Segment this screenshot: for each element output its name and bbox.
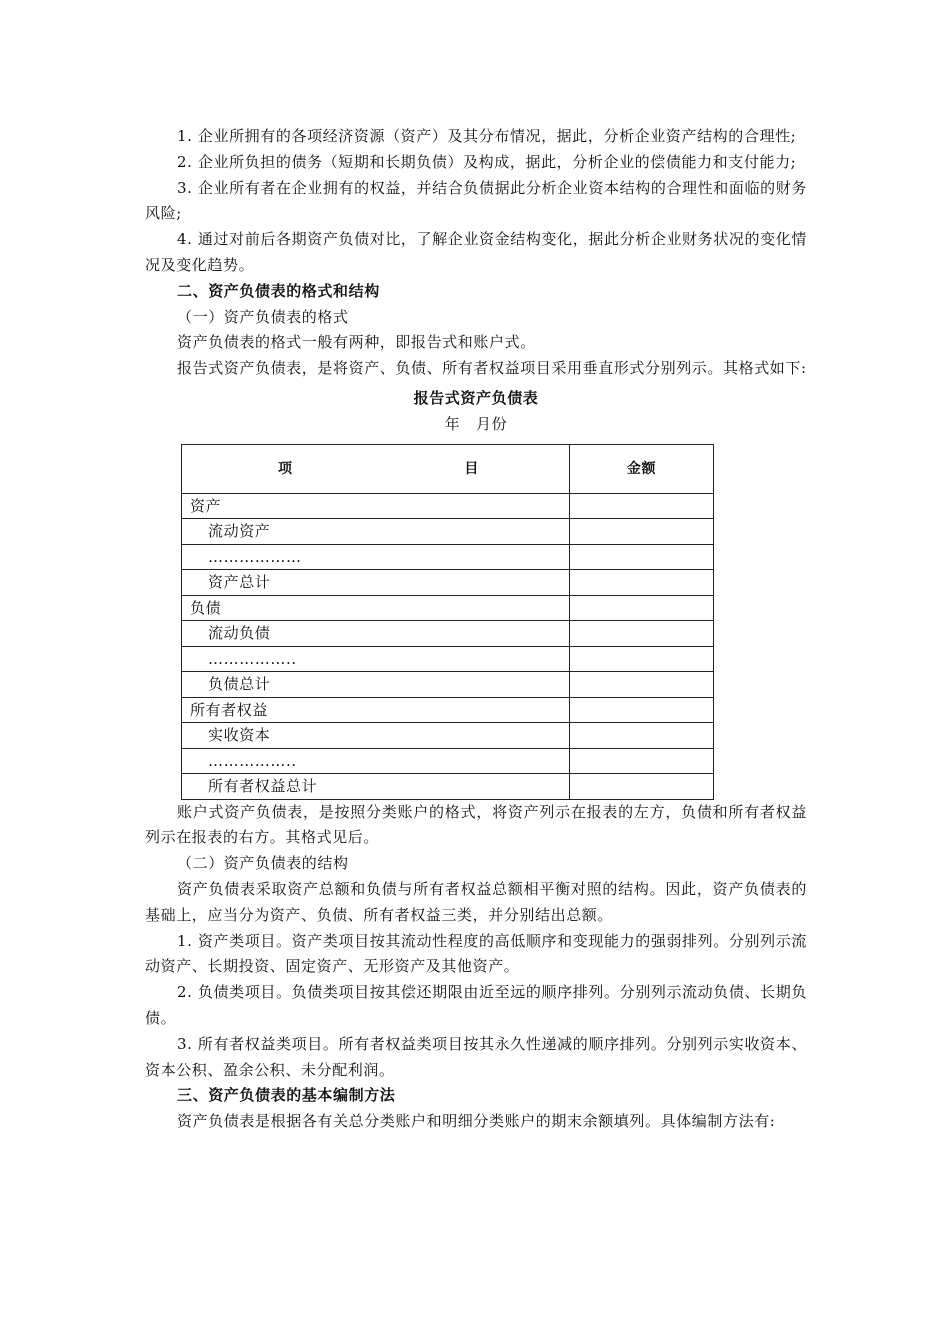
row-label: ……………..	[182, 646, 570, 672]
table-row	[182, 544, 714, 570]
method-paragraph: 资产负债表是根据各有关总分类账户和明细分类账户的期末余额填列。具体编制方法有:	[177, 1112, 776, 1131]
structure-item-2: 2. 负债类项目。负债类项目按其偿还期限由近至远的顺序排列。分别列示流动负债、长期负债。	[145, 983, 807, 1027]
structure-item-3: 3. 所有者权益类项目。所有者权益类项目按其永久性递减的顺序排列。分别列示实收资本、资本公积、盈余公积、未分配利润。	[145, 1034, 807, 1079]
row-amount	[570, 672, 714, 698]
table-row	[182, 595, 714, 621]
table-date-label: 年 月份	[444, 414, 508, 433]
row-label: ………………	[182, 544, 570, 570]
row-amount	[570, 774, 714, 800]
row-label: 所有者权益总计	[182, 774, 570, 800]
table-row	[182, 774, 714, 800]
table-row	[182, 493, 714, 519]
intro-item-2: 2. 企业所负担的债务（短期和长期负债）及构成，据此，分析企业的偿债能力和支付能力;	[177, 152, 797, 171]
row-amount	[570, 544, 714, 570]
header-item-cell	[182, 444, 570, 493]
table-row	[182, 621, 714, 647]
row-label: 所有者权益	[182, 697, 570, 723]
row-label: 资产总计	[182, 570, 570, 596]
row-amount	[570, 646, 714, 672]
row-amount	[570, 621, 714, 647]
section-heading-method: 三、资产负债表的基本编制方法	[177, 1086, 396, 1105]
header-amount-cell: 金额	[570, 444, 714, 493]
row-amount	[570, 748, 714, 774]
intro-item-1: 1. 企业所拥有的各项经济资源（资产）及其分布情况，据此，分析企业资产结构的合理性;	[177, 127, 797, 145]
subsection-heading-structure: （二）资产负债表的结构	[177, 854, 349, 873]
subsection-heading-format: （一）资产负债表的格式	[177, 307, 349, 326]
intro-item-3: 3. 企业所有者在企业拥有的权益，并结合负债据此分析企业资本结构的合理性和面临的财务风险;	[145, 178, 807, 223]
structure-paragraph: 资产负债表采取资产总额和负债与所有者权益总额相平衡对照的结构。因此，资产负债表的基础上，应当分为资产、负债、所有者权益三类，并分别结出总额。	[145, 879, 807, 924]
table-row	[182, 723, 714, 749]
row-amount	[570, 595, 714, 621]
row-amount	[570, 723, 714, 749]
row-amount	[570, 570, 714, 596]
table-title: 报告式资产负债表	[413, 388, 539, 407]
header-item-left: 项	[278, 460, 293, 477]
row-amount	[570, 519, 714, 545]
row-label: 负债总计	[182, 672, 570, 698]
table-row	[182, 748, 714, 774]
row-amount	[570, 697, 714, 723]
table-header-row	[182, 444, 714, 493]
account-format-paragraph: 账户式资产负债表，是按照分类账户的格式，将资产列示在报表的左方，负债和所有者权益列示在报表的右方。其格式见后。	[145, 802, 807, 847]
format-paragraph-2: 报告式资产负债表，是将资产、负债、所有者权益项目采用垂直形式分别列示。其格式如下:	[177, 359, 807, 378]
table-row	[182, 519, 714, 545]
format-paragraph-1: 资产负债表的格式一般有两种，即报告式和账户式。	[177, 333, 536, 352]
row-label: 实收资本	[182, 723, 570, 749]
row-label: 资产	[182, 493, 570, 519]
row-label: 流动负债	[182, 621, 570, 647]
document-body	[145, 124, 807, 1135]
table-row	[182, 646, 714, 672]
row-label: ……………..	[182, 748, 570, 774]
table-row	[182, 570, 714, 596]
structure-item-1: 1. 资产类项目。资产类项目按其流动性程度的高低顺序和变现能力的强弱排列。分别列示流动资产、长期投资、固定资产、无形资产及其他资产。	[145, 931, 807, 976]
row-amount	[570, 493, 714, 519]
header-item-right: 目	[464, 460, 479, 477]
row-label: 负债	[182, 595, 570, 621]
row-label: 流动资产	[182, 519, 570, 545]
table-row	[182, 672, 714, 698]
table-row	[182, 697, 714, 723]
section-heading-format-structure: 二、资产负债表的格式和结构	[177, 281, 380, 300]
intro-item-4: 4. 通过对前后各期资产负债对比，了解企业资金结构变化，据此分析企业财务状况的变化情况及变化趋势。	[145, 230, 807, 274]
report-balance-sheet-table	[181, 444, 714, 800]
